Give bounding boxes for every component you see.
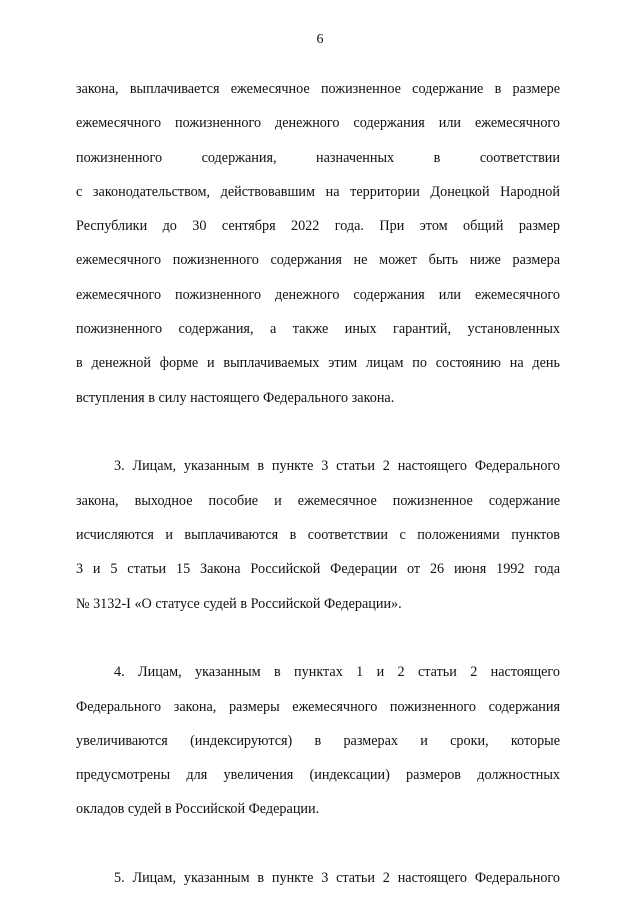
text-line: 5. Лицам, указанным в пункте 3 статьи 2 настоящего Федерального xyxy=(114,870,560,887)
text-line: № 3132-I «О статусе судей в Российской Федерации». xyxy=(76,595,402,612)
text-line: пожизненного содержания, назначенных в соответствии xyxy=(76,149,560,166)
paragraph-spacing xyxy=(76,621,560,655)
text-line: закона, выплачивается ежемесячное пожизненное содержание в размере xyxy=(76,81,560,97)
text-line: ежемесячного пожизненного денежного содержания или ежемесячного xyxy=(76,115,560,132)
text-line: закона, выходное пособие и ежемесячное пожизненное содержание xyxy=(76,492,560,509)
text-line: ежемесячного пожизненного содержания не может быть ниже размера xyxy=(76,252,560,269)
text-line: ежемесячного пожизненного денежного содержания или ежемесячного xyxy=(76,286,560,303)
text-line: окладов судей в Российской Федерации. xyxy=(76,801,320,818)
text-line: вступления в силу настоящего Федерального закона. xyxy=(76,389,395,406)
paragraph-2-continuation xyxy=(76,72,560,415)
paragraph-spacing xyxy=(76,415,560,449)
paragraph-3 xyxy=(76,449,560,620)
text-line: Республики до 30 сентября 2022 года. При этом общий размер xyxy=(76,218,560,235)
text-line: в денежной форме и выплачиваемых этим лицам по состоянию на день xyxy=(76,355,560,372)
paragraph-5 xyxy=(76,861,560,895)
text-line: предусмотрены для увеличения (индексации) размеров должностных xyxy=(76,767,560,784)
text-line: Федерального закона, размеры ежемесячного пожизненного содержания xyxy=(76,698,560,715)
text-line: 3. Лицам, указанным в пункте 3 статьи 2 настоящего Федерального xyxy=(114,458,560,475)
document-body xyxy=(76,72,560,895)
paragraph-spacing xyxy=(76,827,560,861)
text-line: с законодательством, действовавшим на территории Донецкой Народной xyxy=(76,183,560,200)
text-line: пожизненного содержания, а также иных гарантий, установленных xyxy=(76,321,560,338)
text-line: 4. Лицам, указанным в пунктах 1 и 2 статьи 2 настоящего xyxy=(114,664,560,681)
page-number: 6 xyxy=(316,32,324,47)
text-line: исчисляются и выплачиваются в соответствии с положениями пунктов xyxy=(76,526,560,543)
text-line: увеличиваются (индексируются) в размерах и сроки, которые xyxy=(76,732,560,749)
paragraph-4 xyxy=(76,655,560,826)
text-line: 3 и 5 статьи 15 Закона Российской Федерации от 26 июня 1992 года xyxy=(76,561,560,578)
